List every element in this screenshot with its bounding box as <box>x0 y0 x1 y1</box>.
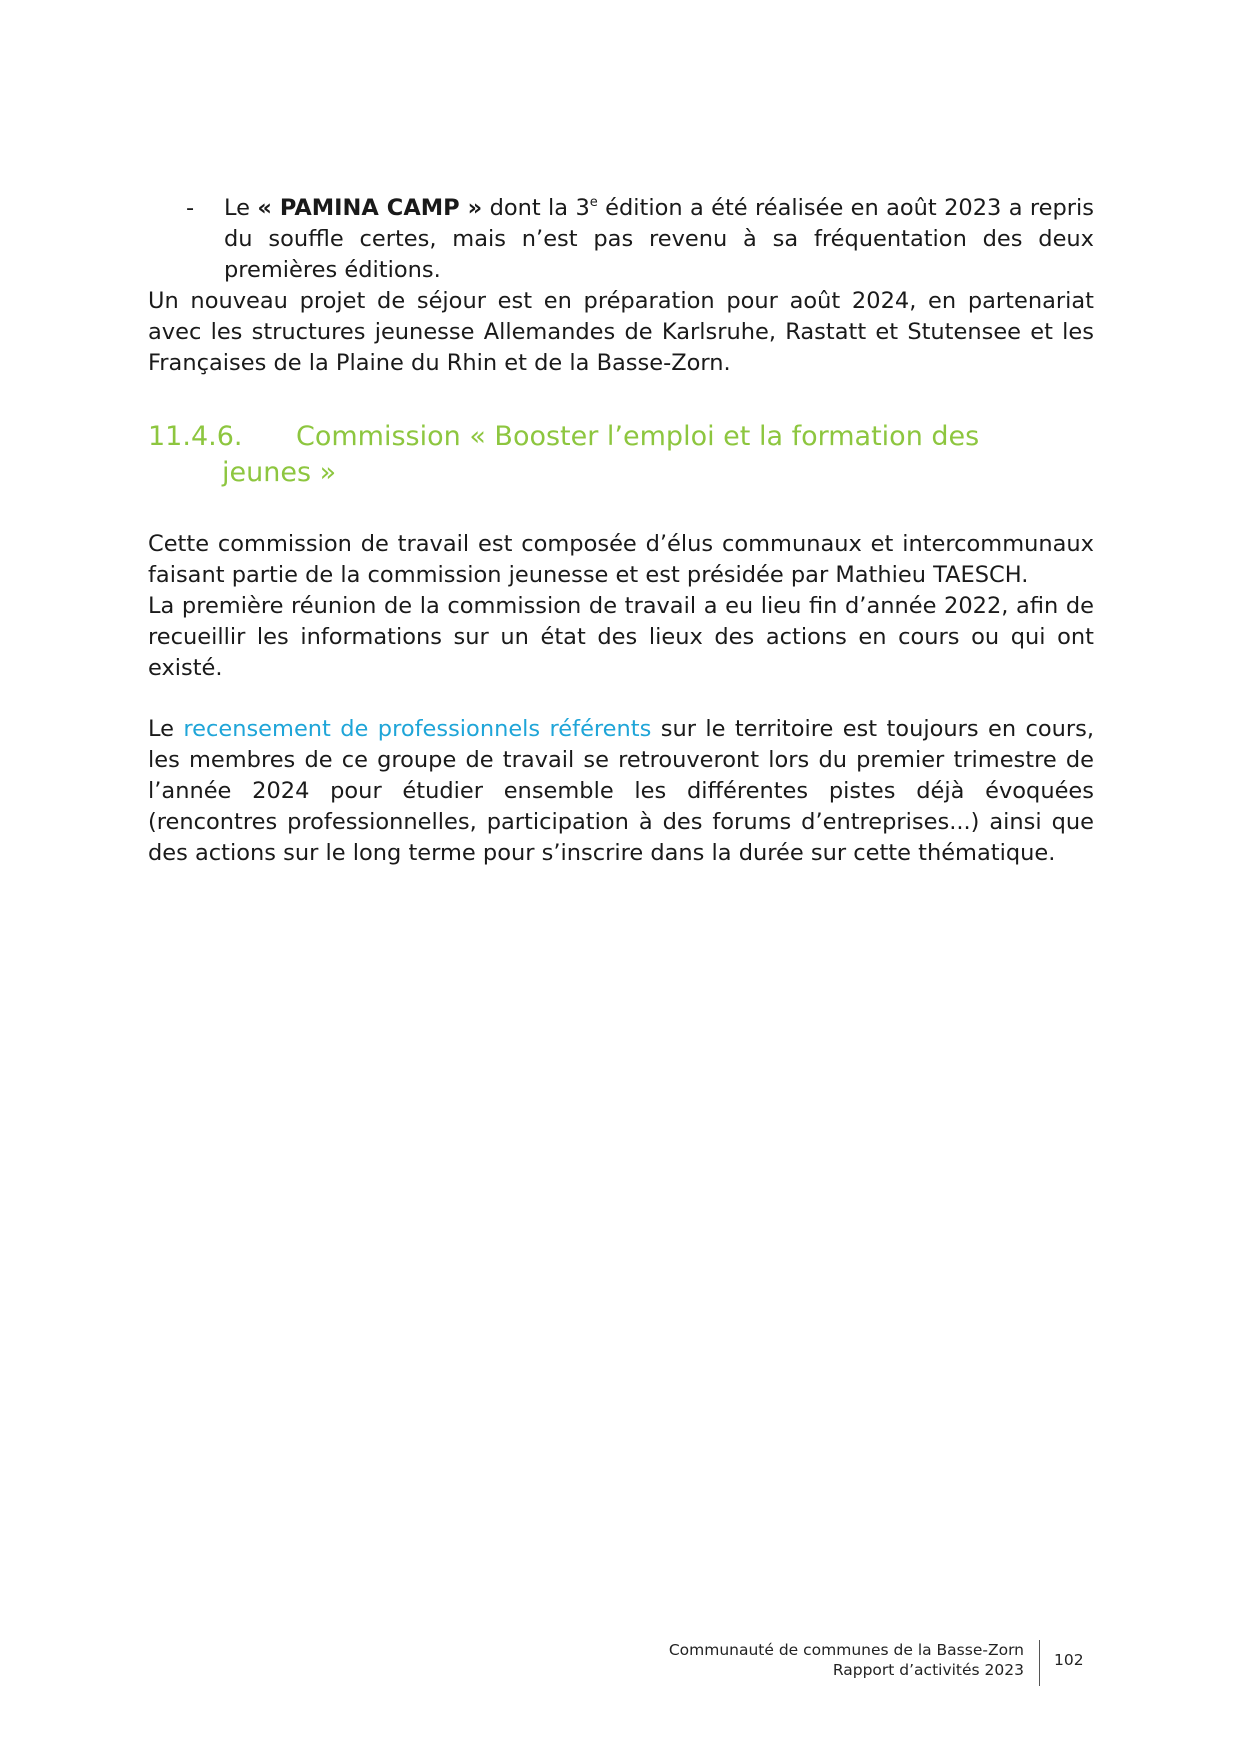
document-body <box>148 193 1094 869</box>
section-number: 11.4.6. <box>148 421 243 452</box>
footer-divider <box>1039 1640 1040 1686</box>
census-rest: sur le territoire est toujours en cours, les membres de ce groupe de travail se retrouveront lors du premier trimestre de l’année 2024 pour étudier ensemble les différentes pistes déjà évoquées (rencontres professionnelles, participation à des forums d’entreprises...) ainsi que des actions sur le long terme pour s’inscrire dans la durée sur cette thématique. <box>148 716 1095 866</box>
footer-text <box>669 1640 1024 1680</box>
bullet-item-pamina-camp <box>148 193 1094 286</box>
page-footer <box>0 1640 1240 1700</box>
section-title-line2: jeunes » <box>222 457 337 488</box>
census-link[interactable]: recensement de professionnels référents <box>183 716 652 742</box>
paragraph-commission-composition: Cette commission de travail est composée d’élus communaux et intercommunaux faisant partie de la commission jeunesse et est présidée par Mathieu TAESCH. <box>148 531 1094 588</box>
census-lead: Le <box>148 716 184 742</box>
page-number: 102 <box>1054 1651 1084 1669</box>
paragraph-new-project: Un nouveau projet de séjour est en préparation pour août 2024, en partenariat avec les structures jeunesse Allemandes de Karlsruhe, Rastatt et Stutensee et les Françaises de la Plaine du Rhin et de la Basse-Zorn. <box>148 288 1094 376</box>
section-heading <box>148 419 1094 491</box>
bullet-text-2: dont la 3 <box>482 195 590 221</box>
section-title-line1: Commission « Booster l’emploi et la formation des <box>296 421 980 452</box>
bullet-text-1: Le <box>224 195 258 221</box>
bullet-dash: - <box>186 195 195 221</box>
footer-report-title: Rapport d’activités 2023 <box>832 1661 1024 1679</box>
paragraph-first-meeting: La première réunion de la commission de travail a eu lieu fin d’année 2022, afin de recueillir les informations sur un état des lieux des actions en cours ou qui ont existé. <box>148 593 1094 681</box>
footer-organisation: Communauté de communes de la Basse-Zorn <box>668 1641 1024 1659</box>
pamina-camp-name: « PAMINA CAMP » <box>257 195 483 221</box>
edition-superscript: e <box>589 195 598 210</box>
bullet-text-3: édition a été réalisée en août 2023 a repris du souffle certes, mais n’est pas revenu à sa fréquentation des deux premières éditions. <box>224 195 1094 283</box>
paragraph-census <box>148 714 1094 869</box>
